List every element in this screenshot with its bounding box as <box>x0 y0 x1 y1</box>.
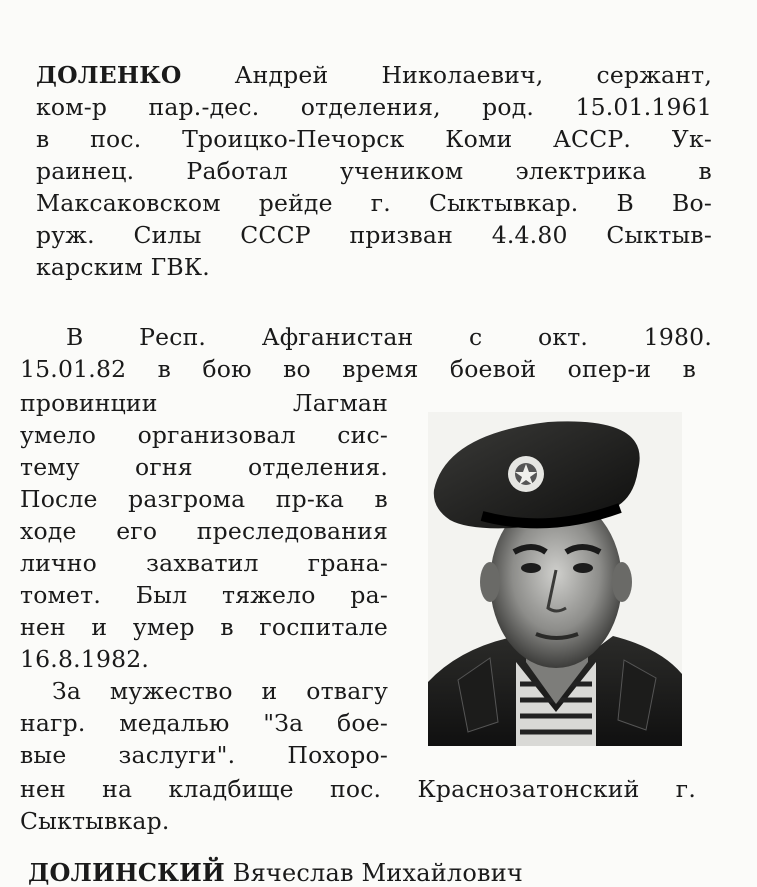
service-narrow-line-6: лично захватил грана- <box>20 549 388 577</box>
service-narrow-line-1: провинции Лагман <box>20 389 388 417</box>
service-end-line-2: Сыктывкар. <box>20 807 170 835</box>
service-narrow-line-10: За мужество и отвагу <box>52 677 388 705</box>
service-narrow-line-7: томет. Был тяжело ра- <box>20 581 388 609</box>
entry2-line-1 <box>28 860 523 886</box>
entry2-name: Вячеслав Михайлович <box>224 859 523 887</box>
service-narrow-line-11: нагр. медалью "За бое- <box>20 709 388 737</box>
service-narrow-line-2: умело организовал сис- <box>20 421 388 449</box>
service-end-line-1: нен на кладбище пос. Краснозатонский г. <box>20 775 696 803</box>
entry1-line-1 <box>36 62 712 88</box>
service-narrow-line-5: ходе его преследования <box>20 517 388 545</box>
service-narrow-line-4: После разгрома пр-ка в <box>20 485 388 513</box>
entry1-line-5: Максаковском рейде г. Сыктывкар. В Во- <box>36 189 712 217</box>
service-narrow-line-8: нен и умер в госпитале <box>20 613 388 641</box>
soldier-portrait-photo <box>428 412 682 746</box>
service-narrow-line-3: тему огня отделения. <box>20 453 388 481</box>
entry1-line-7: карским ГВК. <box>36 253 210 281</box>
soldier-portrait-image <box>428 412 682 746</box>
service-narrow-line-9: 16.8.1982. <box>20 645 150 673</box>
entry1-line-4: раинец. Работал учеником электрика в <box>36 157 712 185</box>
entry1-name-rank: Андрей Николаевич, сержант, <box>181 61 712 89</box>
entry1-surname: ДОЛЕНКО <box>36 61 182 89</box>
entry1-line-3: в пос. Троицко-Печорск Коми АССР. Ук- <box>36 125 712 153</box>
entry1-line-2: ком-р пар.-дес. отделения, род. 15.01.1961 <box>36 93 712 121</box>
service-line-2: 15.01.82 в бою во время боевой опер-и в <box>20 355 696 383</box>
entry2-surname: ДОЛИНСКИЙ <box>28 858 225 887</box>
service-narrow-line-12: вые заслуги". Похоро- <box>20 741 388 769</box>
service-line-1: В Респ. Афганистан с окт. 1980. <box>66 323 712 351</box>
entry1-line-6: руж. Силы СССР призван 4.4.80 Сыктыв- <box>36 221 712 249</box>
